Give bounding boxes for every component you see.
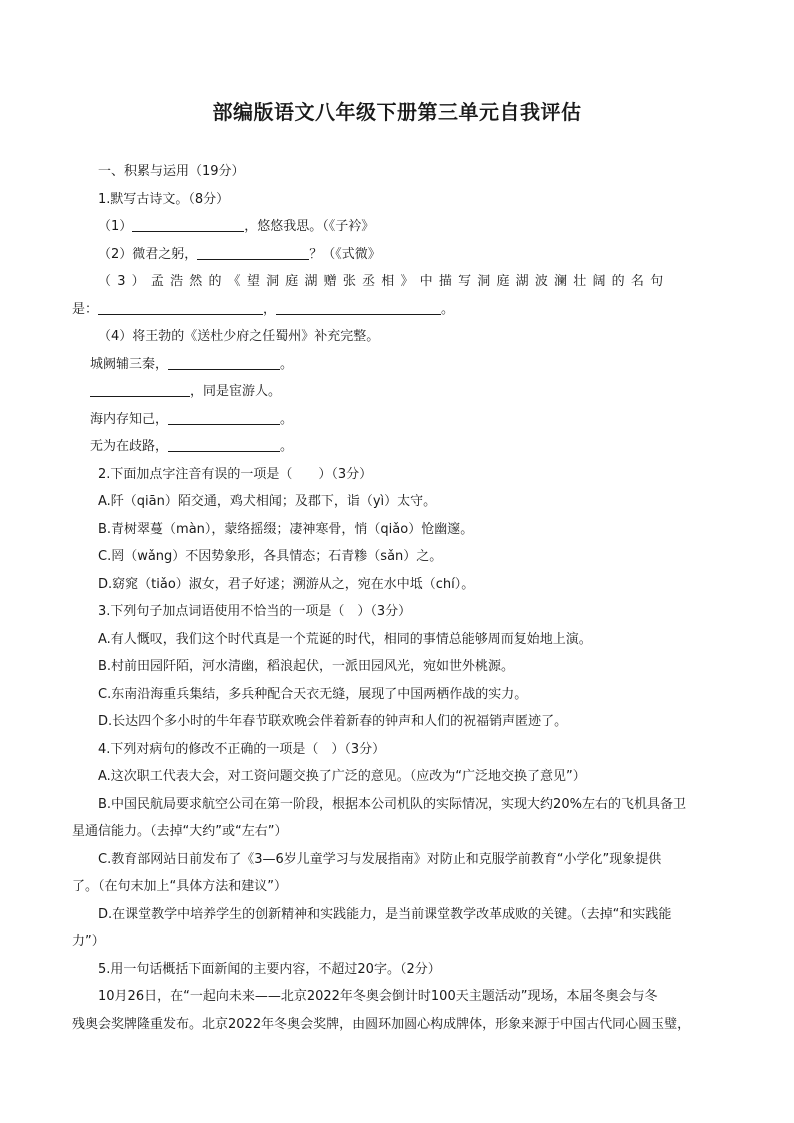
question-2-option-d: D.窈窕（tiǎo）淑女，君子好逑；溯游从之，宛在水中坻（chí）。 [98,576,475,592]
question-2-stem: 2.下面加点字注音有误的一项是（ ）（3分） [98,466,373,482]
answer-blank[interactable] [168,436,280,452]
question-1-part-1: （1） ，悠悠我思。（《子衿》 [72,213,724,241]
question-2-option-a: A.阡（qiān）陌交通，鸡犬相闻；及郡下，诣（yì）太守。 [98,494,437,509]
question-3-option-d: D.长达四个多小时的牛年春节联欢晚会伴着新春的钟声和人们的祝福销声匿迹了。 [98,714,568,729]
question-4-option-b: B.中国民航局要求航空公司在第一阶段，根据本公司机队的实际情况，实现大约20%左右的飞机具备卫 [98,796,686,812]
question-1-part-4: （4）将王勃的《送杜少府之任蜀州》补充完整。 [98,329,380,344]
question-1-part-2: （2）微君之躬， ？（《式微》 [72,241,724,269]
section-heading: 一、积累与运用（19分） [98,164,245,179]
question-5-stem: 5.用一句话概括下面新闻的主要内容，不超过20字。（2分） [98,961,441,977]
question-1-part-3-answer: 是： ， 。 [72,296,724,324]
question-3-option-c: C.东南沿海重兵集结，多兵种配合天衣无缝，展现了中国两栖作战的实力。 [98,686,528,702]
question-4-option-b-cont: 星通信能力。（去掉“大约”或“左右”） [72,824,288,839]
answer-blank[interactable] [90,381,190,397]
question-2-option-b: B.青树翠蔓（màn），蒙络摇缀；凄神寒骨，悄（qiǎo）怆幽邃。 [98,521,474,537]
question-5-passage-line-1: 10月26日，在“一起向未来——北京2022年冬奥会倒计时100天主题活动”现场，本届冬奥会与冬 [98,989,658,1004]
question-4-option-a: A.这次职工代表大会，对工资问题交换了广泛的意见。（应改为“广泛地交换了意见”） [98,769,586,784]
answer-blank[interactable] [168,354,280,370]
poem-line-4: 无为在歧路， 。 [72,433,724,461]
poem-line-3: 海内存知己， 。 [72,406,724,434]
answer-blank[interactable] [276,299,441,315]
question-2-option-c: C.罔（wǎng）不因势象形，各具情态；石青糁（sǎn）之。 [98,549,443,564]
question-4-option-d: D.在课堂教学中培养学生的创新精神和实践能力，是当前课堂教学改革成败的关键。（去掉“和实践能 [98,906,672,922]
question-3-option-a: A.有人慨叹，我们这个时代真是一个荒诞的时代，相同的事情总能够周而复始地上演。 [98,631,592,647]
poem-line-2: ，同是宦游人。 [72,378,724,406]
question-1-stem: 1.默写古诗文。（8分） [98,191,230,207]
exam-content [72,158,724,1038]
answer-blank[interactable] [197,244,309,260]
answer-blank[interactable] [168,409,280,425]
question-1-part-3: （3）孟浩然的《望洞庭湖赠张丞相》中描写洞庭湖波澜壮阔的名句 [98,274,670,289]
poem-line-1: 城阙辅三秦， 。 [72,351,724,379]
question-4-option-c: C.教育部网站日前发布了《3—6岁儿童学习与发展指南》对防止和克服学前教育“小学化”现象提供 [98,851,662,867]
question-4-stem: 4.下列对病句的修改不正确的一项是（ ）（3分） [98,741,386,757]
question-3-stem: 3.下列句子加点词语使用不恰当的一项是（ ）（3分） [98,604,412,619]
answer-blank[interactable] [132,216,244,232]
answer-blank[interactable] [98,299,263,315]
question-4-option-d-cont: 力”） [72,934,105,949]
question-5-passage-line-2: 残奥会奖牌隆重发布。北京2022年冬奥会奖牌，由圆环加圆心构成牌体，形象来源于中国古代同心圆玉璧， [72,1016,691,1032]
question-3-option-b: B.村前田园阡陌，河水清幽，稻浪起伏，一派田园风光，宛如世外桃源。 [98,659,515,674]
page-title: 部编版语文八年级下册第三单元自我评估 [212,100,582,124]
question-4-option-c-cont: 了。（在句末加上“具体方法和建议”） [72,879,287,894]
